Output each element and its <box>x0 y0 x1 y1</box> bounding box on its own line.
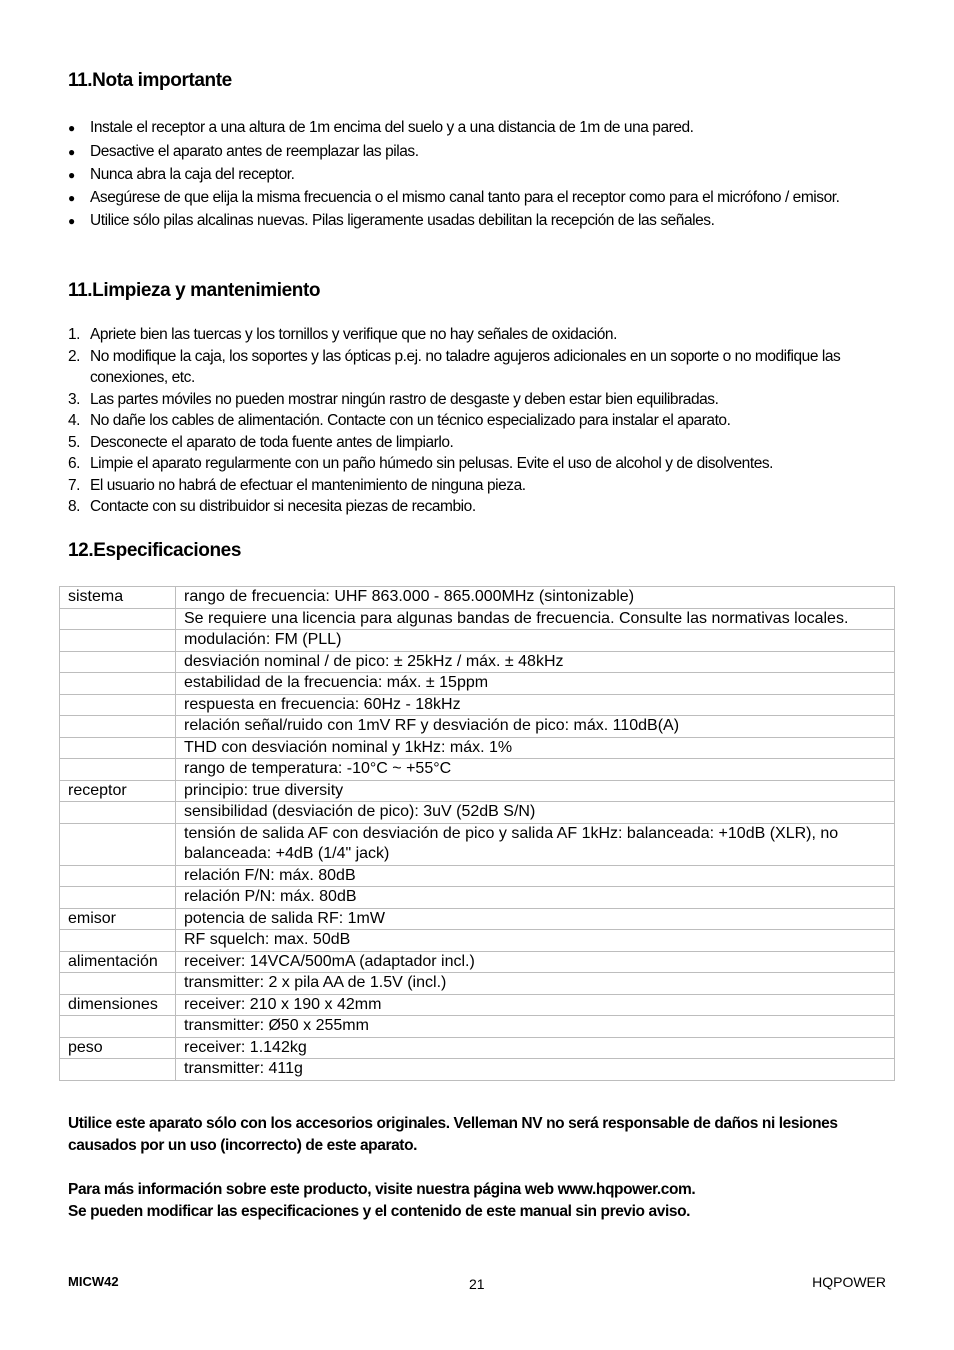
footer-page-number: 21 <box>469 1276 485 1292</box>
table-row: estabilidad de la frecuencia: máx. ± 15ppm <box>60 673 895 695</box>
bullet-icon: ● <box>68 121 75 135</box>
list-item: ● Utilice sólo pilas alcalinas nuevas. Pilas ligeramente usadas debilitan la recepción de las señales. <box>68 210 888 232</box>
table-row: peso receiver: 1.142kg <box>60 1037 895 1059</box>
table-row: transmitter: 2 x pila AA de 1.5V (incl.) <box>60 973 895 995</box>
nota-list <box>68 117 888 232</box>
table-row: relación F/N: máx. 80dB <box>60 865 895 887</box>
table-row: rango de temperatura: -10°C ~ +55°C <box>60 759 895 781</box>
list-item: 6. Limpie el aparato regularmente con un paño húmedo sin pelusas. Evite el uso de alcohol y de disolventes. <box>68 455 774 472</box>
table-row: Se requiere una licencia para algunas bandas de frecuencia. Consulte las normativas locales. <box>60 608 895 630</box>
table-row: RF squelch: max. 50dB <box>60 930 895 952</box>
bullet-icon: ● <box>68 191 75 205</box>
section-title-especificaciones: 12.Especificaciones <box>68 540 242 561</box>
limpieza-list <box>68 324 898 518</box>
warning-note: Utilice este aparato sólo con los accesorios originales. Velleman NV no será responsable de daños ni lesiones causados por un uso (incorrecto) de este aparato. <box>68 1115 838 1154</box>
list-item: 8. Contacte con su distribuidor si necesita piezas de recambio. <box>68 498 476 515</box>
table-row: dimensiones receiver: 210 x 190 x 42mm <box>60 994 895 1016</box>
list-item: ● Nunca abra la caja del receptor. <box>68 164 888 186</box>
table-row: alimentación receiver: 14VCA/500mA (adaptador incl.) <box>60 951 895 973</box>
table-row: sistema rango de frecuencia: UHF 863.000 - 865.000MHz (sintonizable) <box>60 587 895 609</box>
info-note-line2: Se pueden modificar las especificaciones y el contenido de este manual sin previo aviso. <box>68 1203 691 1220</box>
list-item: ● Instale el receptor a una altura de 1m encima del suelo y a una distancia de 1m de una pared. <box>68 117 888 139</box>
table-row: receptor principio: true diversity <box>60 780 895 802</box>
section-title-nota: 11.Nota importante <box>68 70 232 91</box>
list-item: 3. Las partes móviles no pueden mostrar ningún rastro de desgaste y deben estar bien equilibradas. <box>68 390 719 408</box>
table-row: relación señal/ruido con 1mV RF y desviación de pico: máx. 110dB(A) <box>60 716 895 738</box>
specifications-table <box>59 586 895 1081</box>
section-title-limpieza: 11.Limpieza y mantenimiento <box>68 280 321 301</box>
list-item: 1. Apriete bien las tuercas y los tornillos y verifique que no hay señales de oxidación. <box>68 326 617 343</box>
table-row: emisor potencia de salida RF: 1mW <box>60 908 895 930</box>
list-item: ● Asegúrese de que elija la misma frecuencia o el mismo canal tanto para el receptor como para el micrófono / emisor. <box>68 187 888 209</box>
list-item: 4. No dañe los cables de alimentación. Contacte con un técnico especializado para instalar el aparato. <box>68 412 731 429</box>
bullet-icon: ● <box>68 145 75 159</box>
table-row: THD con desviación nominal y 1kHz: máx. 1% <box>60 737 895 759</box>
footer-brand: HQPOWER <box>812 1274 886 1290</box>
info-note-line1: Para más información sobre este producto, visite nuestra página web www.hqpower.com. <box>68 1181 696 1198</box>
table-row: tensión de salida AF con desviación de pico y salida AF 1kHz: balanceada: +10dB (XLR), no balanceada: +4dB (1/4" jack) <box>60 823 895 865</box>
list-item: 7. El usuario no habrá de efectuar el mantenimiento de ninguna pieza. <box>68 476 526 494</box>
table-row: transmitter: 411g <box>60 1059 895 1081</box>
list-item: 5. Desconecte el aparato de toda fuente antes de limpiarlo. <box>68 433 454 451</box>
table-row: transmitter: Ø50 x 255mm <box>60 1016 895 1038</box>
list-item: ● Desactive el aparato antes de reemplazar las pilas. <box>68 141 888 163</box>
bullet-icon: ● <box>68 214 75 228</box>
table-row: modulación: FM (PLL) <box>60 630 895 652</box>
table-row: sensibilidad (desviación de pico): 3uV (52dB S/N) <box>60 802 895 824</box>
table-row: respuesta en frecuencia: 60Hz - 18kHz <box>60 694 895 716</box>
table-row: relación P/N: máx. 80dB <box>60 887 895 909</box>
footer-model: MICW42 <box>68 1274 119 1289</box>
bullet-icon: ● <box>68 168 75 182</box>
list-item: 2. No modifique la caja, los soportes y las ópticas p.ej. no taladre agujeros adicionales en un soporte o no modifique las conexiones, etc. <box>68 347 841 386</box>
table-row: desviación nominal / de pico: ± 25kHz / máx. ± 48kHz <box>60 651 895 673</box>
